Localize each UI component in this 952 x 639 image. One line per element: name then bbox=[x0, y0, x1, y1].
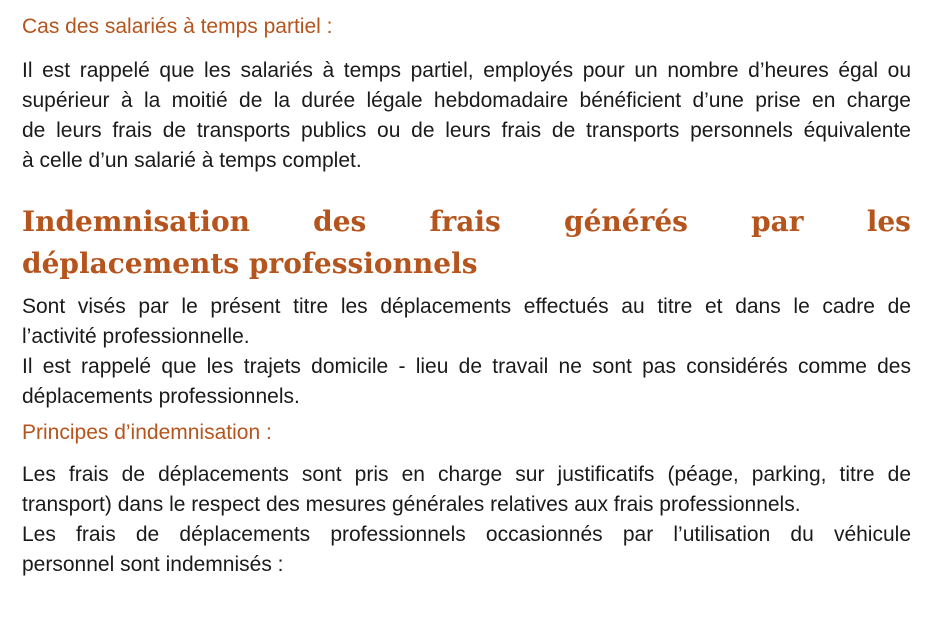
paragraph-principles bbox=[22, 460, 911, 580]
heading-word: par bbox=[751, 205, 804, 238]
heading-line-1 bbox=[22, 201, 911, 243]
paragraph-line: personnel sont indemnisés : bbox=[22, 553, 284, 576]
heading-line-2: déplacements professionnels bbox=[22, 247, 478, 280]
paragraph-scope bbox=[22, 292, 911, 412]
heading-word: générés bbox=[564, 205, 688, 238]
paragraph-line: transport) dans le respect des mesures générales relatives aux frais professionnels. bbox=[22, 493, 801, 516]
paragraph-line: de leurs frais de transports publics ou de leurs frais de transports personnels équivalente bbox=[22, 119, 911, 142]
heading-word: frais bbox=[429, 205, 501, 238]
section-title-principles: Principes d’indemnisation : bbox=[22, 421, 272, 444]
paragraph-line: Les frais de déplacements sont pris en charge sur justificatifs (péage, parking, titre de bbox=[22, 463, 911, 486]
paragraph-line: Il est rappelé que les salariés à temps partiel, employés pour un nombre d’heures égal ou bbox=[22, 59, 911, 82]
paragraph-line: Sont visés par le présent titre les déplacements effectués au titre et dans le cadre de bbox=[22, 295, 911, 318]
paragraph-line: supérieur à la moitié de la durée légale hebdomadaire bénéficient d’une prise en charge bbox=[22, 89, 911, 112]
paragraph-line: Il est rappelé que les trajets domicile - lieu de travail ne sont pas considérés comme des bbox=[22, 355, 911, 378]
paragraph-line: Les frais de déplacements professionnels occasionnés par l’utilisation du véhicule bbox=[22, 523, 911, 546]
paragraph-line: l’activité professionnelle. bbox=[22, 325, 250, 348]
heading-word: Indemnisation bbox=[22, 205, 250, 238]
document-page bbox=[22, 12, 911, 580]
heading-word: les bbox=[866, 205, 911, 238]
paragraph-line: déplacements professionnels. bbox=[22, 385, 300, 408]
paragraph-part-time bbox=[22, 56, 911, 176]
paragraph-line-last: à celle d’un salarié à temps complet. bbox=[22, 149, 362, 172]
heading-travel-expenses bbox=[22, 201, 911, 285]
section-title-part-time: Cas des salariés à temps partiel : bbox=[22, 15, 333, 38]
heading-word: des bbox=[313, 205, 367, 238]
